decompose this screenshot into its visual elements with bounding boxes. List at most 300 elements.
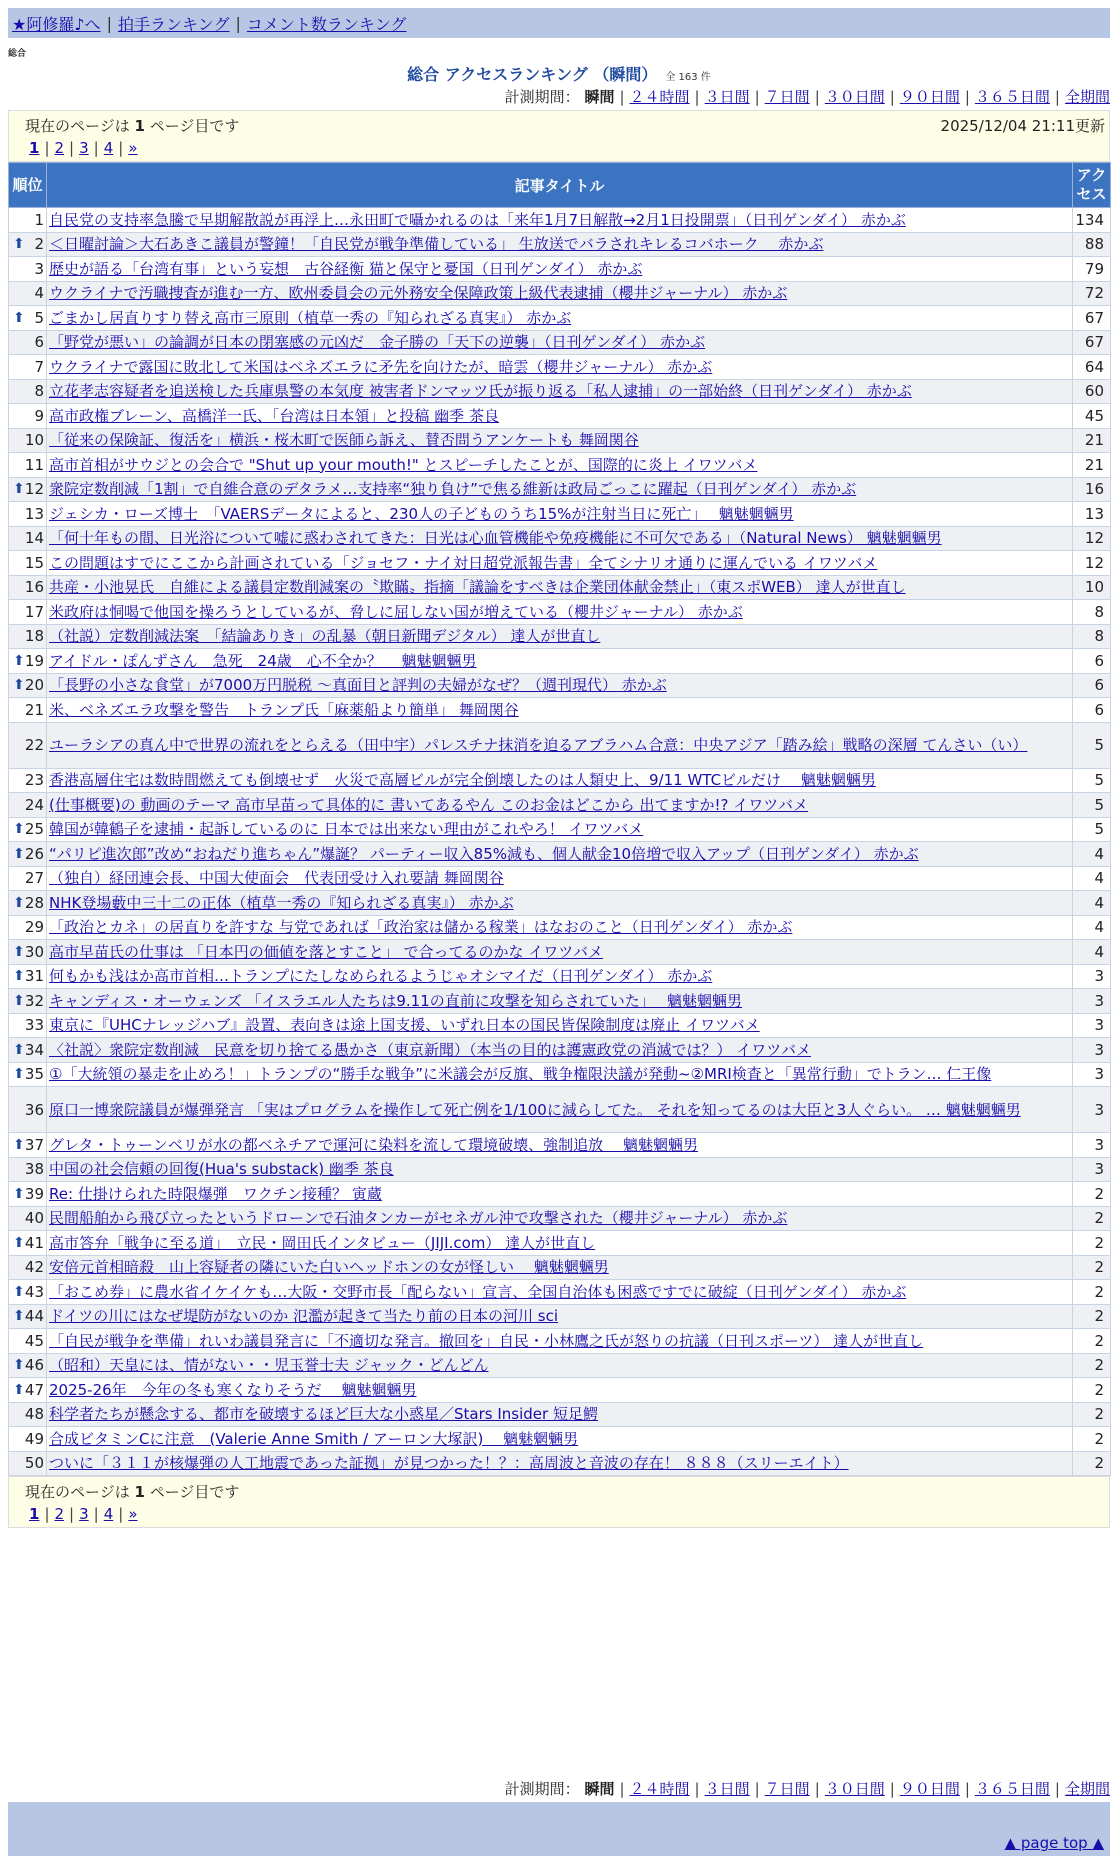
nav-separator: |	[106, 13, 112, 33]
title-cell	[47, 575, 1073, 600]
rank-cell	[9, 1062, 47, 1087]
rank-value: 6	[34, 333, 44, 352]
rank-value: 40	[24, 1209, 44, 1228]
rank-cell	[9, 330, 47, 355]
table-row	[9, 526, 1111, 551]
access-count: 6	[1073, 698, 1111, 723]
up-arrow-icon: ⬆	[13, 1381, 25, 1398]
table-row	[9, 940, 1111, 965]
rank-value: 38	[24, 1160, 44, 1179]
title-cell	[47, 1206, 1073, 1231]
article-link[interactable]: 中国の社会信頼の回復(Hua's substack) 幽季 茶良	[49, 1160, 394, 1179]
table-row	[9, 817, 1111, 842]
up-arrow-icon: ⬆	[13, 1066, 25, 1083]
period-link[interactable]: ２４時間	[629, 1780, 690, 1798]
table-row	[9, 1255, 1111, 1280]
article-link[interactable]: 合成ビタミンCに注意 (Valerie Anne Smith / アーロン大塚訳) 魑魅魍魎男	[49, 1429, 579, 1448]
up-arrow-icon: ⬆	[13, 652, 25, 669]
title-cell	[47, 1304, 1073, 1329]
period-separator: |	[619, 1780, 625, 1798]
rank-cell	[9, 208, 47, 233]
article-link[interactable]: 安倍元首相暗殺 山上容疑者の隣にいた白いヘッドホンの女が怪しい 魑魅魍魎男	[49, 1258, 609, 1277]
table-row	[9, 306, 1111, 331]
updated-timestamp: 2025/12/04 21:11更新	[940, 117, 1105, 135]
access-count: 6	[1073, 673, 1111, 698]
home-link[interactable]: ★阿修羅♪へ	[12, 14, 101, 34]
period-link[interactable]: ３日間	[704, 1780, 750, 1798]
article-link[interactable]: この問題はすでにここから計画されている「ジョセフ・ナイ対日超党派報告書」全てシナリオ通りに運んでいる イワツバメ	[49, 553, 878, 572]
access-count: 2	[1073, 1378, 1111, 1403]
article-link[interactable]: 東京に『UHCナレッジハブ』設置、表向きは途上国支援、いずれ日本の国民皆保険制度は廃止 イワツバメ	[49, 1016, 760, 1035]
rank-value: 42	[24, 1258, 44, 1277]
access-count: 2	[1073, 1329, 1111, 1354]
period-link[interactable]: ３６５日間	[974, 88, 1050, 106]
table-row	[9, 1182, 1111, 1207]
access-count: 5	[1073, 793, 1111, 818]
access-count: 10	[1073, 575, 1111, 600]
up-arrow-icon: ⬆	[13, 1283, 25, 1300]
rank-cell	[9, 1087, 47, 1133]
access-count: 4	[1073, 891, 1111, 916]
rank-value: 10	[24, 431, 44, 450]
table-row	[9, 232, 1111, 257]
article-link[interactable]: 2025-26年 今年の冬も寒くなりそうだ 魑魅魍魎男	[49, 1380, 417, 1399]
article-link[interactable]: （昭和）天皇には、情がない・・児玉誉士夫 ジャック・どんどん	[49, 1356, 489, 1375]
rank-value: 8	[34, 382, 44, 401]
rank-cell	[9, 575, 47, 600]
article-link[interactable]: 高市答弁「戦争に至る道」 立民・岡田氏インタビュー（JIJI.com） 達人が世直し	[49, 1233, 596, 1252]
table-row	[9, 1206, 1111, 1231]
period-current: 瞬間	[584, 1780, 615, 1798]
access-count: 13	[1073, 502, 1111, 527]
rank-cell	[9, 793, 47, 818]
period-separator: |	[694, 88, 700, 106]
up-arrow-icon: ⬆	[13, 1185, 25, 1202]
article-link[interactable]: 米政府は恫喝で他国を操ろうとしているが、脅しに屈しない国が増えている（櫻井ジャーナル） 赤かぶ	[49, 602, 743, 621]
rank-value: 27	[24, 869, 44, 888]
rank-value: 19	[24, 651, 44, 670]
title-cell	[47, 477, 1073, 502]
access-count: 5	[1073, 817, 1111, 842]
title-cell	[47, 866, 1073, 891]
rank-cell	[9, 355, 47, 380]
rank-cell	[9, 1133, 47, 1158]
rank-value: 1	[34, 210, 44, 229]
up-arrow-icon: ⬆	[13, 821, 25, 838]
period-separator: |	[889, 88, 895, 106]
title-cell	[47, 1280, 1073, 1305]
rank-cell	[9, 649, 47, 674]
access-count: 3	[1073, 1062, 1111, 1087]
table-row	[9, 1280, 1111, 1305]
rank-value: 30	[24, 942, 44, 961]
title-cell	[47, 793, 1073, 818]
access-count: 2	[1073, 1304, 1111, 1329]
access-count: 3	[1073, 1038, 1111, 1063]
article-link[interactable]: 「長野の小さな食堂」が7000万円脱税 ～真面目と評判の夫婦がなぜ？（週刊現代） 赤かぶ	[49, 676, 667, 695]
article-link[interactable]: グレタ・トゥーンベリが水の都ベネチアで運河に染料を流して環境破壊、強制追放 魑魅魍魎男	[49, 1135, 698, 1154]
pager-link[interactable]: 2	[54, 1505, 65, 1523]
access-count: 21	[1073, 428, 1111, 453]
period-link[interactable]: 全期間	[1064, 88, 1110, 106]
rank-value: 35	[24, 1065, 44, 1084]
rank-value: 14	[24, 529, 44, 548]
rank-value: 13	[24, 504, 44, 523]
period-separator: |	[1054, 1780, 1060, 1798]
period-link[interactable]: ３６５日間	[974, 1780, 1050, 1798]
table-row	[9, 208, 1111, 233]
rank-cell	[9, 940, 47, 965]
rank-cell	[9, 1182, 47, 1207]
clap-ranking-link[interactable]: 拍手ランキング	[117, 14, 230, 34]
access-count: 72	[1073, 281, 1111, 306]
access-count: 45	[1073, 404, 1111, 429]
access-count: 4	[1073, 915, 1111, 940]
table-row	[9, 575, 1111, 600]
table-row	[9, 842, 1111, 867]
article-link[interactable]: 高市首相がサウジとの会合で "Shut up your mouth!" とスピーチしたことが、国際的に炎上 イワツバメ	[49, 455, 758, 474]
period-label: 計測期間：	[504, 1780, 580, 1798]
article-link[interactable]: Re: 仕掛けられた時限爆弾 ワクチン接種？ 寅蔵	[49, 1184, 382, 1203]
table-row	[9, 1329, 1111, 1354]
table-row	[9, 1402, 1111, 1427]
table-row	[9, 1451, 1111, 1476]
info-bar-bottom	[8, 1476, 1110, 1528]
article-link[interactable]: （社説）定数削減法案 「結論ありき」の乱暴（朝日新聞デジタル） 達人が世直し	[49, 627, 601, 646]
access-count: 60	[1073, 379, 1111, 404]
rank-cell	[9, 817, 47, 842]
rank-cell	[9, 281, 47, 306]
pager-separator: |	[93, 1505, 99, 1523]
article-link[interactable]: 米、ベネズエラ攻撃を警告 トランプ氏「麻薬船より簡単」 舞岡関谷	[49, 700, 519, 719]
pager-separator: |	[118, 1505, 124, 1523]
up-arrow-icon: ⬆	[13, 677, 25, 694]
rank-value: 28	[24, 893, 44, 912]
article-link[interactable]: 「おこめ券」に農水省イケイケも…大阪・交野市長「配らない」宣言、全国自治体も困惑ですでに破綻（日刊ゲンダイ） 赤かぶ	[49, 1282, 907, 1301]
pager-current[interactable]: 1	[29, 139, 40, 157]
rank-cell	[9, 502, 47, 527]
article-link[interactable]: 立花孝志容疑者を追送検した兵庫県警の本気度 被害者ドンマッツ氏が振り返る「私人逮捕」の一部始終（日刊ゲンダイ） 赤かぶ	[49, 382, 912, 401]
article-link[interactable]: 「自民が戦争を準備」れいわ議員発言に「不適切な発言。撤回を」自民・小林鷹之氏が怒りの抗議（日刊スポーツ） 達人が世直し	[49, 1331, 924, 1350]
article-link[interactable]: アイドル・ぽんずさん 急死 24歳 心不全か？ 魑魅魍魎男	[49, 651, 477, 670]
pager-current[interactable]: 1	[29, 1505, 40, 1523]
pager-link[interactable]: 3	[79, 139, 89, 157]
access-header: アクセス	[1073, 163, 1111, 208]
pager-separator: |	[44, 1505, 50, 1523]
article-link[interactable]: 「従来の保険証、復活を」横浜・桜木町で医師ら訴え、賛否問うアンケートも 舞岡関谷	[49, 431, 639, 450]
table-row	[9, 768, 1111, 793]
title-cell	[47, 1255, 1073, 1280]
access-count: 6	[1073, 649, 1111, 674]
title-cell	[47, 232, 1073, 257]
article-link[interactable]: 原口一博衆院議員が爆弾発言 「実はプログラムを操作して死亡例を1/100に減らしてた。 それを知ってるのは大臣と3人ぐらい。 … 魑魅魍魎男	[49, 1100, 1021, 1119]
rank-value: 44	[24, 1307, 44, 1326]
period-separator: |	[964, 88, 970, 106]
pager-link[interactable]: 2	[54, 139, 65, 157]
title-cell	[47, 379, 1073, 404]
rank-value: 4	[34, 284, 44, 303]
access-count: 12	[1073, 551, 1111, 576]
rank-value: 15	[24, 553, 44, 572]
period-link[interactable]: ７日間	[764, 88, 810, 106]
table-row	[9, 502, 1111, 527]
title-cell	[47, 673, 1073, 698]
table-row	[9, 673, 1111, 698]
up-arrow-icon: ⬆	[13, 236, 25, 253]
rank-value: 20	[24, 676, 44, 695]
access-count: 4	[1073, 940, 1111, 965]
rank-value: 29	[24, 918, 44, 937]
rank-value: 50	[24, 1454, 44, 1473]
title-cell	[47, 722, 1073, 768]
title-cell	[47, 600, 1073, 625]
article-link[interactable]: ①「大統領の暴走を止めろ！」トランプの“勝手な戦争”に米議会が反旗、戦争権限決議が発動~②MRI検査と「異常行動」でトラン… 仁王像	[49, 1065, 992, 1084]
article-link[interactable]: 何もかも浅はか高市首相…トランプにたしなめられるようじゃオシマイだ（日刊ゲンダイ） 赤かぶ	[49, 967, 713, 986]
rank-value: 31	[24, 967, 44, 986]
pager-link[interactable]: 4	[103, 139, 114, 157]
rank-value: 47	[24, 1380, 44, 1399]
title-cell	[47, 940, 1073, 965]
page-title: 総合 アクセスランキング （瞬間）	[407, 65, 658, 84]
article-link[interactable]: 科学者たちが懸念する、都市を破壊するほど巨大な小惑星／Stars Insider 短足鰐	[49, 1405, 598, 1424]
access-count: 4	[1073, 866, 1111, 891]
article-link[interactable]: 「何十年もの間、日光浴について嘘に惑わされてきた：日光は心血管機能や免疫機能に不可欠である」（Natural News） 魑魅魍魎男	[49, 529, 942, 548]
table-row	[9, 698, 1111, 723]
table-row	[9, 404, 1111, 429]
table-row	[9, 964, 1111, 989]
rank-cell	[9, 404, 47, 429]
comment-ranking-link[interactable]: コメント数ランキング	[246, 14, 407, 34]
pager-top	[29, 139, 138, 157]
access-count: 21	[1073, 453, 1111, 478]
rank-cell	[9, 1427, 47, 1452]
rank-value: 3	[34, 259, 44, 278]
article-link[interactable]: ごまかし居直りすり替え高市三原則（植草一秀の『知られざる真実』） 赤かぶ	[49, 308, 572, 327]
article-link[interactable]: 歴史が語る「台湾有事」という妄想 古谷経衡 猫と保守と憂国（日刊ゲンダイ） 赤かぶ	[49, 259, 643, 278]
rank-value: 37	[24, 1135, 44, 1154]
access-count: 2	[1073, 1427, 1111, 1452]
table-row	[9, 722, 1111, 768]
rank-cell	[9, 1231, 47, 1256]
article-link[interactable]: 共産・小池晃氏 自維による議員定数削減案の〝欺瞞〟指摘「議論をすべきは企業団体献金禁止」（東スポWEB） 達人が世直し	[49, 578, 906, 597]
table-row	[9, 1038, 1111, 1063]
title-cell	[47, 330, 1073, 355]
title-header: 記事タイトル	[47, 163, 1073, 208]
article-link[interactable]: ジェシカ・ローズ博士 「VAERSデータによると、230人の子どものうち15%が注射当日に死亡」 魑魅魍魎男	[49, 504, 794, 523]
access-count: 67	[1073, 330, 1111, 355]
title-cell	[47, 502, 1073, 527]
period-separator: |	[754, 1780, 760, 1798]
period-link[interactable]: 全期間	[1064, 1780, 1110, 1798]
period-selector-top	[505, 86, 1110, 107]
table-row	[9, 1231, 1111, 1256]
access-count: 2	[1073, 1255, 1111, 1280]
table-row	[9, 1304, 1111, 1329]
article-link[interactable]: “パリピ進次郎”改め“おねだり進ちゃん”爆誕？ パーティー収入85%減も、個人献金10倍増で収入アップ（日刊ゲンダイ） 赤かぶ	[49, 844, 919, 863]
access-count: 3	[1073, 1013, 1111, 1038]
period-link[interactable]: ２４時間	[629, 88, 690, 106]
table-row	[9, 1353, 1111, 1378]
title-cell	[47, 1353, 1073, 1378]
table-row	[9, 1378, 1111, 1403]
article-link[interactable]: ドイツの川にはなぜ堤防がないのか 氾濫が起きて当たり前の日本の河川 sci	[49, 1307, 559, 1326]
up-arrow-icon: ⬆	[13, 1357, 25, 1374]
table-row	[9, 379, 1111, 404]
up-arrow-icon: ⬆	[13, 1234, 25, 1251]
article-link[interactable]: ユーラシアの真ん中で世界の流れをとらえる（田中宇）パレスチナ抹消を迫るアブラハム合意：中央アジア「踏み絵」戦略の深層 てんさい（い）	[49, 736, 1028, 754]
rank-cell	[9, 964, 47, 989]
rank-value: 9	[34, 406, 44, 425]
rank-value: 43	[24, 1282, 44, 1301]
article-link[interactable]: 韓国が韓鶴子を逮捕・起訴しているのに 日本では出来ない理由がこれやろ！ イワツバメ	[49, 820, 644, 839]
title-cell	[47, 842, 1073, 867]
rank-cell	[9, 698, 47, 723]
up-arrow-icon: ⬆	[13, 968, 25, 985]
access-count: 5	[1073, 722, 1111, 768]
article-link[interactable]: キャンディス・オーウェンズ 「イスラエル人たちは9.11の直前に攻撃を知らされていた」 魑魅魍魎男	[49, 991, 743, 1010]
title-cell	[47, 551, 1073, 576]
pager-link[interactable]: 4	[103, 1505, 114, 1523]
access-count: 2	[1073, 1353, 1111, 1378]
title-cell	[47, 1427, 1073, 1452]
table-row	[9, 891, 1111, 916]
period-selector-bottom	[505, 1778, 1110, 1799]
title-cell	[47, 1182, 1073, 1207]
period-link[interactable]: ７日間	[764, 1780, 810, 1798]
title-cell	[47, 1133, 1073, 1158]
rank-value: 33	[24, 1016, 44, 1035]
current-page-text: 現在のページは 1 ページ目です	[25, 117, 240, 135]
info-bar-top	[8, 110, 1110, 162]
table-row	[9, 989, 1111, 1014]
period-separator: |	[754, 88, 760, 106]
table-row	[9, 1087, 1111, 1133]
period-separator: |	[694, 1780, 700, 1798]
period-link[interactable]: ９０日間	[899, 1780, 960, 1798]
pager-separator: |	[93, 139, 99, 157]
period-link[interactable]: ３０日間	[824, 88, 885, 106]
period-link[interactable]: ３日間	[704, 88, 750, 106]
access-count: 67	[1073, 306, 1111, 331]
rank-cell	[9, 1206, 47, 1231]
access-count: 3	[1073, 989, 1111, 1014]
current-page-text-bottom: 現在のページは 1 ページ目です	[25, 1483, 240, 1501]
period-link[interactable]: ３０日間	[824, 1780, 885, 1798]
title-cell	[47, 281, 1073, 306]
title-cell	[47, 1231, 1073, 1256]
article-link[interactable]: ウクライナで汚職捜査が進む一方、欧州委員会の元外務安全保障政策上級代表逮捕（櫻井ジャーナル） 赤かぶ	[49, 284, 788, 303]
nav-separator: |	[235, 13, 241, 33]
title-cell	[47, 306, 1073, 331]
rank-cell	[9, 1304, 47, 1329]
rank-cell	[9, 453, 47, 478]
access-count: 8	[1073, 600, 1111, 625]
title-cell	[47, 989, 1073, 1014]
access-count: 2	[1073, 1182, 1111, 1207]
title-cell	[47, 964, 1073, 989]
article-link[interactable]: ウクライナで露国に敗北して米国はベネズエラに矛先を向けたが、暗雲（櫻井ジャーナル） 赤かぶ	[49, 357, 713, 376]
access-count: 88	[1073, 232, 1111, 257]
access-count: 8	[1073, 624, 1111, 649]
rank-value: 49	[24, 1429, 44, 1448]
article-link[interactable]: （独自）経団連会長、中国大使面会 代表団受け入れ要請 舞岡関谷	[49, 869, 504, 888]
table-row	[9, 1157, 1111, 1182]
rank-header: 順位	[9, 163, 47, 208]
table-row	[9, 330, 1111, 355]
period-separator: |	[619, 88, 625, 106]
title-cell	[47, 1402, 1073, 1427]
access-count: 2	[1073, 1231, 1111, 1256]
rank-cell	[9, 1157, 47, 1182]
page-top-link[interactable]: ▲ page top ▲	[1004, 1834, 1104, 1852]
rank-value: 39	[24, 1184, 44, 1203]
period-separator: |	[964, 1780, 970, 1798]
table-row	[9, 793, 1111, 818]
rank-value: 45	[24, 1331, 44, 1350]
rank-cell	[9, 526, 47, 551]
period-separator: |	[814, 1780, 820, 1798]
article-link[interactable]: 〈社説〉衆院定数削減 民意を切り捨てる愚かさ（東京新聞）（本当の目的は護憲政党の消滅では？） イワツバメ	[49, 1040, 811, 1059]
pager-link[interactable]: »	[128, 1505, 138, 1523]
rank-cell	[9, 1451, 47, 1476]
pager-link[interactable]: »	[128, 139, 138, 157]
article-link[interactable]: ついに「３１１が核爆弾の人工地震であった証拠」が見つかった！？：高周波と音波の存在！ ８８８（スリーエイト）	[49, 1454, 849, 1473]
up-arrow-icon: ⬆	[13, 845, 25, 862]
article-link[interactable]: 香港高層住宅は数時間燃えても倒壊せず 火災で高層ビルが完全倒壊したのは人類史上、9/11 WTCビルだけ 魑魅魍魎男	[49, 771, 876, 790]
pager-separator: |	[118, 139, 124, 157]
rank-value: 32	[24, 991, 44, 1010]
table-row	[9, 477, 1111, 502]
article-link[interactable]: 「野党が悪い」の論調が日本の閉塞感の元凶だ 金子勝の「天下の逆襲」（日刊ゲンダイ） 赤かぶ	[49, 333, 706, 352]
rank-cell	[9, 866, 47, 891]
table-row	[9, 624, 1111, 649]
table-row	[9, 866, 1111, 891]
rank-value: 12	[24, 480, 44, 499]
period-link[interactable]: ９０日間	[899, 88, 960, 106]
section-label: 総合	[8, 49, 27, 59]
article-link[interactable]: 民間船舶から飛び立ったというドローンで石油タンカーがセネガル沖で攻撃された（櫻井ジャーナル） 赤かぶ	[49, 1209, 788, 1228]
title-cell	[47, 649, 1073, 674]
rank-value: 18	[24, 627, 44, 646]
rank-cell	[9, 722, 47, 768]
total-count: 全 163 件	[665, 72, 711, 83]
rank-value: 26	[24, 844, 44, 863]
table-row	[9, 1013, 1111, 1038]
title-cell	[47, 1157, 1073, 1182]
article-link[interactable]: 高市政権ブレーン、高橋洋一氏、「台湾は日本領」と投稿 幽季 茶良	[49, 406, 499, 425]
table-row	[9, 649, 1111, 674]
pager-link[interactable]: 3	[79, 1505, 89, 1523]
rank-cell	[9, 673, 47, 698]
access-count: 2	[1073, 1451, 1111, 1476]
period-separator: |	[814, 88, 820, 106]
up-arrow-icon: ⬆	[13, 1041, 25, 1058]
article-link[interactable]: NHK登場藪中三十二の正体（植草一秀の『知られざる真実』） 赤かぶ	[49, 893, 514, 912]
article-link[interactable]: 自民党の支持率急騰で早期解散説が再浮上…永田町で囁かれるのは「来年1月7日解散→2月1日投開票」（日刊ゲンダイ） 赤かぶ	[49, 210, 906, 229]
title-cell	[47, 1062, 1073, 1087]
table-row	[9, 257, 1111, 282]
article-link[interactable]: ＜日曜討論＞大石あきこ議員が警鐘！「自民党が戦争準備している」 生放送でバラされキレるコバホーク 赤かぶ	[49, 235, 824, 254]
rank-value: 11	[24, 455, 44, 474]
rank-cell	[9, 600, 47, 625]
article-link[interactable]: 「政治とカネ」の居直りを許すな 与党であれば「政治家は儲かる稼業」はなおのこと（日刊ゲンダイ） 赤かぶ	[49, 918, 793, 937]
rank-value: 17	[24, 602, 44, 621]
title-cell	[47, 768, 1073, 793]
article-link[interactable]: 衆院定数削減「1割」で自維合意のデタラメ…支持率“独り負け”で焦る維新は政局ごっこに躍起（日刊ゲンダイ） 赤かぶ	[49, 480, 857, 499]
article-link[interactable]: 高市早苗氏の仕事は 「日本円の価値を落とすこと」 で合ってるのかな イワツバメ	[49, 942, 604, 961]
rank-value: 48	[24, 1405, 44, 1424]
article-link[interactable]: (仕事概要)の 動画のテーマ 高市早苗って具体的に 書いてあるやん このお金はどこから 出てますか!? イワツバメ	[49, 795, 808, 814]
